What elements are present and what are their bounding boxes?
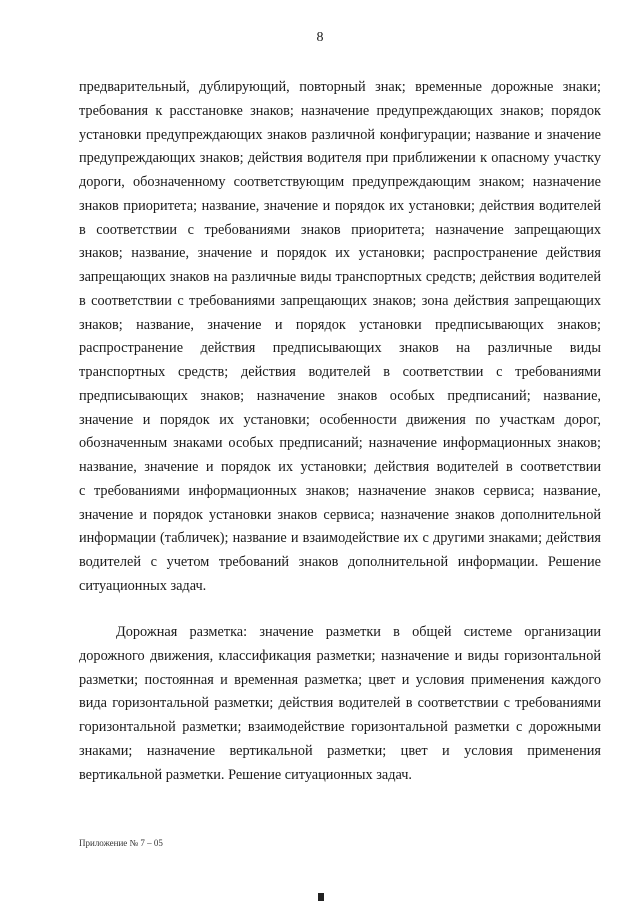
text-line: предупреждающих знаков; действия водителя при приближении к опасному участку <box>79 150 601 167</box>
text-line: водителей с учетом требований знаков дополнительной информации. Решение <box>79 554 601 570</box>
text-line: информации (табличек); название и взаимодействие их с другими знаками; действия <box>79 530 601 547</box>
text-line: распространение действия предписывающих знаков на различные виды <box>79 340 601 357</box>
text-line: горизонтальной разметки; взаимодействие горизонтальной разметки с дорожными <box>79 719 601 735</box>
text-line: Дорожная разметка: значение разметки в общей системе организации <box>116 624 601 640</box>
text-line: запрещающих знаков на различные виды транспортных средств; действия водителей <box>79 269 601 285</box>
text-line: знаков приоритета; название, значение и порядок их установки; действия водителей <box>79 197 601 214</box>
text-line: значение и порядок их установки; особенности движения по участкам дорог, <box>79 411 601 428</box>
footer-appendix-label: Приложение № 7 – 05 <box>79 838 163 848</box>
text-line: название, значение и порядок их установки; действия водителей в соответствии <box>79 459 601 475</box>
text-line: дороги, обозначенному соответствующим предупреждающим знаком; назначение <box>79 174 601 190</box>
paragraph-road-signs <box>79 76 601 599</box>
text-line: вида горизонтальной разметки; действия водителей в соответствии с требованиями <box>79 695 601 712</box>
paragraph-road-markings <box>79 621 601 787</box>
text-line: значение и порядок установки знаков сервиса; назначение знаков дополнительной <box>79 506 601 523</box>
text-line: установки предупреждающих знаков различной конфигурации; название и значение <box>79 126 601 143</box>
text-line: предписывающих знаков; назначение знаков особых предписаний; название, <box>79 387 601 404</box>
page-number: 8 <box>316 30 324 45</box>
text-line: в соответствии с требованиями запрещающих знаков; зона действия запрещающих <box>79 292 601 309</box>
text-line: вертикальной разметки. Решение ситуационных задач. <box>79 766 413 783</box>
text-line: с требованиями информационных знаков; назначение знаков сервиса; название, <box>79 482 601 499</box>
text-line: требования к расстановке знаков; назначение предупреждающих знаков; порядок <box>79 102 601 119</box>
text-line: предварительный, дублирующий, повторный знак; временные дорожные знаки; <box>79 79 601 95</box>
text-line: разметки; постоянная и временная разметка; цвет и условия применения каждого <box>79 671 601 688</box>
text-line: в соответствии с требованиями знаков приоритета; назначение запрещающих <box>79 221 601 238</box>
text-line: ситуационных задач. <box>79 577 207 594</box>
text-line: знаками; назначение вертикальной разметки; цвет и условия применения <box>79 742 601 759</box>
text-line: транспортных средств; действия водителей в соответствии с требованиями <box>79 364 601 380</box>
text-line: дорожного движения, классификация разметки; назначение и виды горизонтальной <box>79 647 601 664</box>
text-line: знаков; название, значение и порядок их установки; распространение действия <box>79 245 601 262</box>
text-line: знаков; название, значение и порядок установки предписывающих знаков; <box>79 316 601 333</box>
text-line: обозначенным знаками особых предписаний; назначение информационных знаков; <box>79 435 601 452</box>
scan-edge-mark <box>318 893 324 901</box>
